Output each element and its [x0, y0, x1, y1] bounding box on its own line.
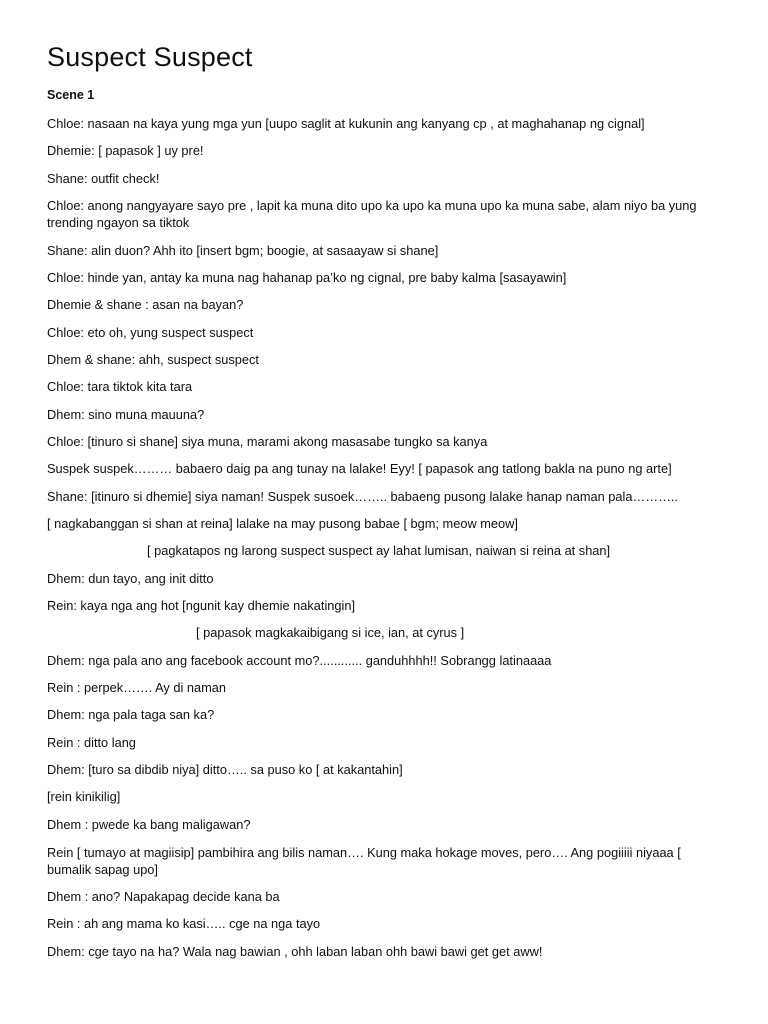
script-line: Chloe: anong nangyayare sayo pre , lapit ka muna dito upo ka upo ka muna upo ka muna sabe, alam niyo ba yung trending ngayon sa tiktok: [47, 198, 697, 230]
stage-direction: [ nagkabanggan si shan at reina] lalake na may pusong babae [ bgm; meow meow]: [47, 516, 518, 531]
script-line: Dhem : pwede ka bang maligawan?: [47, 817, 251, 832]
script-line: Dhem: cge tayo na ha? Wala nag bawian , ohh laban laban ohh bawi bawi get get aww!: [47, 944, 543, 959]
script-line: Chloe: tara tiktok kita tara: [47, 379, 193, 394]
script-line: Chloe: nasaan na kaya yung mga yun [uupo saglit at kukunin ang kanyang cp , at maghahanap ng cignal]: [47, 116, 645, 131]
script-line: Dhem: dun tayo, ang init ditto: [47, 571, 214, 586]
script-line: Dhem: nga pala taga san ka?: [47, 707, 215, 722]
script-line: Dhem: [turo sa dibdib niya] ditto….. sa puso ko [ at kakantahin]: [47, 762, 403, 777]
script-line: Shane: [itinuro si dhemie] siya naman! Suspek susoek…….. babaeng pusong lalake hanap naman pala………..: [47, 489, 678, 504]
document-title: Suspect Suspect: [47, 42, 253, 72]
stage-direction-centered: [ pagkatapos ng larong suspect suspect ay lahat lumisan, naiwan si reina at shan]: [147, 543, 611, 558]
scene-heading: Scene 1: [47, 88, 95, 102]
script-line: Dhem: nga pala ano ang facebook account mo?............ ganduhhhh!! Sobrangg latinaaaa: [47, 653, 552, 668]
script-line: Shane: alin duon? Ahh ito [insert bgm; boogie, at sasaayaw si shane]: [47, 243, 439, 258]
script-line: Suspek suspek……… babaero daig pa ang tunay na lalake! Eyy! [ papasok ang tatlong bakla na puno ng arte]: [47, 461, 672, 476]
script-line: Chloe: eto oh, yung suspect suspect: [47, 325, 254, 340]
script-line: Shane: outfit check!: [47, 171, 160, 186]
stage-direction-centered: [ papasok magkakaibigang si ice, ian, at cyrus ]: [196, 625, 465, 640]
script-line: Dhemie: [ papasok ] uy pre!: [47, 143, 204, 158]
script-line: Rein: kaya nga ang hot [ngunit kay dhemie nakatingin]: [47, 598, 356, 613]
script-line: Dhem : ano? Napakapag decide kana ba: [47, 889, 280, 904]
script-line: Dhem & shane: ahh, suspect suspect: [47, 352, 259, 367]
script-line: Chloe: [tinuro si shane] siya muna, marami akong masasabe tungko sa kanya: [47, 434, 488, 449]
script-line: Rein : ditto lang: [47, 735, 136, 750]
script-line: Dhem: sino muna mauuna?: [47, 407, 205, 422]
script-line: Rein : ah ang mama ko kasi….. cge na nga tayo: [47, 916, 321, 931]
stage-direction: [rein kinikilig]: [47, 789, 121, 804]
script-line: Chloe: hinde yan, antay ka muna nag hahanap pa’ko ng cignal, pre baby kalma [sasayawin]: [47, 270, 567, 285]
script-line: Rein : perpek……. Ay di naman: [47, 680, 227, 695]
script-line: Rein [ tumayo at magiisip] pambihira ang bilis naman…. Kung maka hokage moves, pero…. Ang pogiiiii niyaaa [ bumalik sapag upo]: [47, 845, 681, 877]
script-line: Dhemie & shane : asan na bayan?: [47, 297, 244, 312]
